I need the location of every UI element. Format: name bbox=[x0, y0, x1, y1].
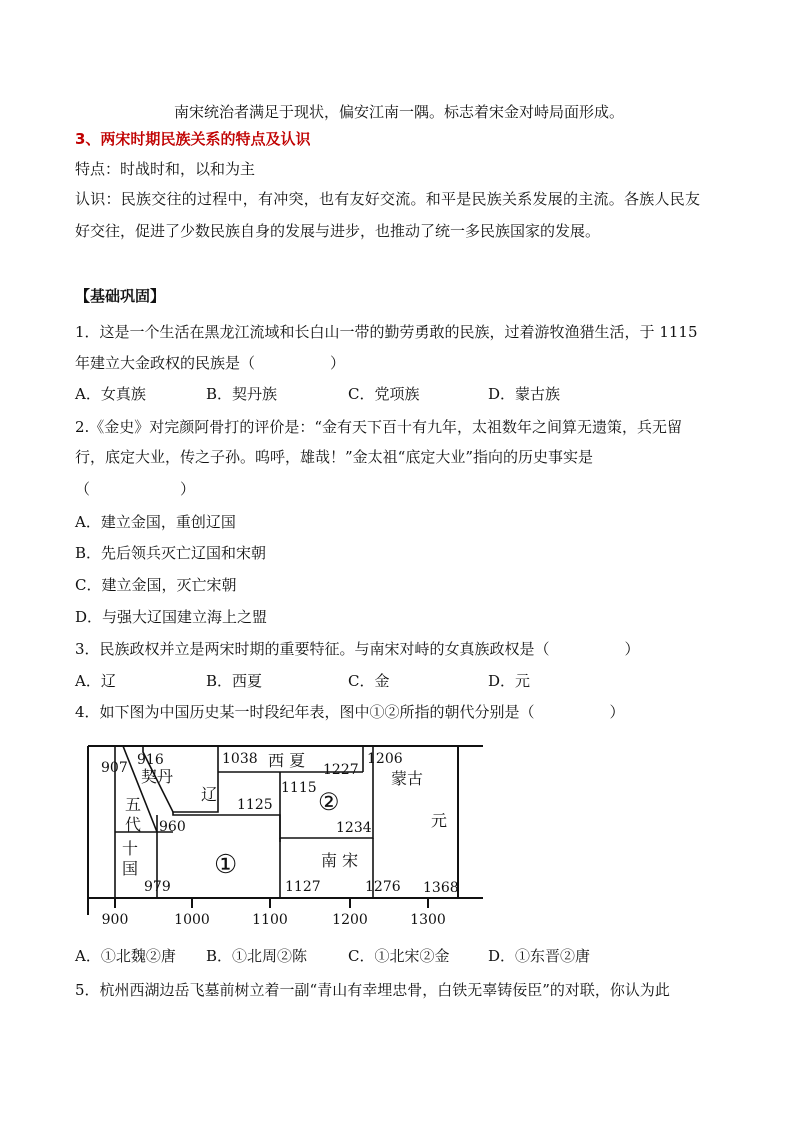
label-1127: 1127 bbox=[285, 879, 321, 895]
q1-option-d[interactable]: D．蒙古族 bbox=[488, 385, 561, 403]
axis-tick-1300: 1300 bbox=[410, 912, 446, 928]
q2-line-1: 2.《金史》对完颜阿骨打的评价是：“金有天下百十有九年，太祖数年之间算无遗策，兵无留 bbox=[75, 418, 682, 436]
label-979: 979 bbox=[144, 879, 171, 895]
understanding-line-2: 好交往，促进了少数民族自身的发展与进步，也推动了统一多民族国家的发展。 bbox=[75, 222, 601, 240]
exercise-heading: 【基础巩固】 bbox=[75, 287, 166, 305]
axis-ticks bbox=[115, 898, 428, 908]
label-1368: 1368 bbox=[423, 880, 459, 896]
axis-tick-1200: 1200 bbox=[332, 912, 368, 928]
q1-option-a[interactable]: A．女真族 bbox=[75, 385, 146, 403]
label-1206: 1206 bbox=[367, 751, 403, 767]
q2-option-b[interactable]: B．先后领兵灭亡辽国和宋朝 bbox=[75, 544, 267, 562]
label-916: 916 bbox=[137, 752, 164, 768]
q2-line-2: 行，底定大业，传之子孙。呜呼，雄哉！”金太祖“底定大业”指向的历史事实是 bbox=[75, 448, 594, 466]
label-nansong: 南 宋 bbox=[321, 851, 359, 870]
label-qidan: 契丹 bbox=[141, 767, 174, 786]
feature-line: 特点：时战时和，以和为主 bbox=[75, 160, 256, 178]
label-shi: 十 bbox=[122, 839, 139, 858]
q1-option-b[interactable]: B．契丹族 bbox=[206, 385, 278, 403]
label-menggu: 蒙古 bbox=[391, 769, 424, 788]
label-960: 960 bbox=[159, 819, 186, 835]
q2-option-d[interactable]: D．与强大辽国建立海上之盟 bbox=[75, 608, 268, 626]
label-wu: 五 bbox=[125, 795, 142, 814]
axis-tick-1100: 1100 bbox=[252, 912, 288, 928]
q1-option-c[interactable]: C．党项族 bbox=[348, 385, 420, 403]
q2-line-3: （ ） bbox=[75, 480, 196, 498]
q3-option-b[interactable]: B．西夏 bbox=[206, 672, 263, 690]
q2-option-c[interactable]: C．建立金国，灭亡宋朝 bbox=[75, 576, 237, 594]
label-circle-1: ① bbox=[214, 850, 238, 880]
label-1115: 1115 bbox=[281, 780, 317, 796]
label-1125: 1125 bbox=[237, 797, 273, 813]
q5-line-1: 5．杭州西湖边岳飞墓前树立着一副“青山有幸埋忠骨，白铁无辜铸佞臣”的对联，你认为此 bbox=[75, 981, 670, 999]
label-1038: 1038 bbox=[222, 751, 258, 767]
section-heading: 3、两宋时期民族关系的特点及认识 bbox=[75, 130, 311, 148]
timeline-chart bbox=[85, 740, 485, 930]
label-1276: 1276 bbox=[365, 879, 401, 895]
centered-line: 南宋统治者满足于现状，偏安江南一隅。标志着宋金对峙局面形成。 bbox=[174, 103, 625, 121]
label-guo: 国 bbox=[122, 859, 139, 878]
q4-option-d[interactable]: D．①东晋②唐 bbox=[488, 947, 591, 965]
q3-option-d[interactable]: D．元 bbox=[488, 672, 531, 690]
q1-line-1: 1．这是一个生活在黑龙江流域和长白山一带的勤劳勇敢的民族，过着游牧渔猎生活，于 1115 bbox=[75, 323, 698, 341]
q4-option-a[interactable]: A．①北魏②唐 bbox=[75, 947, 176, 965]
label-circle-2: ② bbox=[318, 788, 340, 816]
q3-line-1: 3．民族政权并立是两宋时期的重要特征。与南宋对峙的女真族政权是（ ） bbox=[75, 640, 640, 658]
q4-option-b[interactable]: B．①北周②陈 bbox=[206, 947, 308, 965]
q1-line-2: 年建立大金政权的民族是（ ） bbox=[75, 354, 346, 372]
label-dai: 代 bbox=[125, 815, 142, 834]
q2-option-a[interactable]: A．建立金国，重创辽国 bbox=[75, 513, 236, 531]
label-1234: 1234 bbox=[336, 820, 372, 836]
label-yuan: 元 bbox=[431, 811, 448, 830]
label-xixia: 西 夏 bbox=[268, 751, 306, 770]
understanding-line-1: 认识：民族交往的过程中，有冲突，也有友好交流。和平是民族关系发展的主流。各族人民友 bbox=[75, 190, 701, 208]
axis-tick-1000: 1000 bbox=[174, 912, 210, 928]
label-1227: 1227 bbox=[323, 762, 359, 778]
q3-option-c[interactable]: C．金 bbox=[348, 672, 390, 690]
q3-option-a[interactable]: A．辽 bbox=[75, 672, 116, 690]
label-liao: 辽 bbox=[201, 785, 218, 804]
q4-line-1: 4．如下图为中国历史某一时段纪年表，图中①②所指的朝代分别是（ ） bbox=[75, 703, 625, 721]
axis-tick-900: 900 bbox=[101, 912, 129, 928]
label-907: 907 bbox=[101, 760, 128, 776]
q4-option-c[interactable]: C．①北宋②金 bbox=[348, 947, 450, 965]
